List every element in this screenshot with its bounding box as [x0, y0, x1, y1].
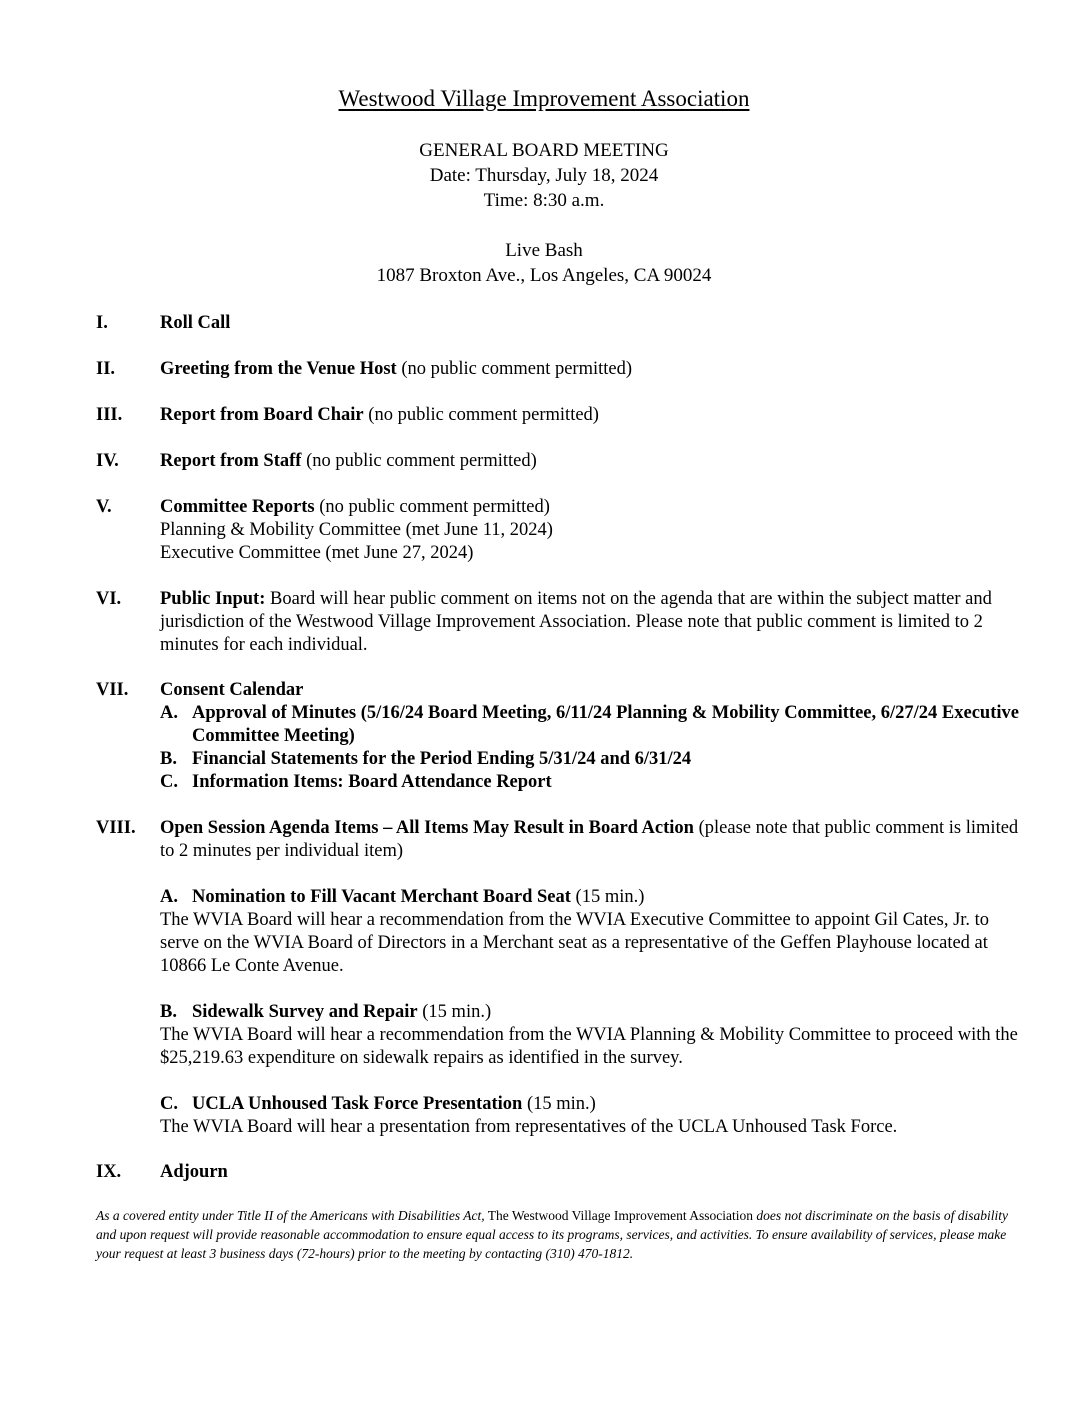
item-heading: Greeting from the Venue Host	[160, 359, 397, 379]
committee-line: Planning & Mobility Committee (met June 11, 2024)	[160, 520, 553, 540]
item-heading: Adjourn	[160, 1162, 228, 1182]
open-session-item-sidewalk: B. Sidewalk Survey and Repair (15 min.) The WVIA Board will hear a recommendation from the WVIA Planning & Mobility Committee to proceed with the $25,219.63 expenditure on sidewalk repairs as identified in the survey.	[160, 1002, 1018, 1068]
item-heading: Consent Calendar	[160, 680, 304, 700]
item-heading: Report from Board Chair	[160, 405, 364, 425]
page-title: Westwood Village Improvement Association	[338, 86, 750, 111]
committee-line: Executive Committee (met June 27, 2024)	[160, 543, 474, 563]
item-number: VII.	[96, 680, 129, 700]
item-note: (no public comment permitted)	[301, 451, 537, 471]
item-number: VI.	[96, 589, 122, 609]
item-note: (please note that public comment is limited to 2 minutes per individual item)	[160, 818, 1019, 861]
meeting-venue: Live Bash	[505, 240, 583, 261]
open-session-item-ucla: C. UCLA Unhoused Task Force Presentation (15 min.) The WVIA Board will hear a presentation from representatives of the UCLA Unhoused Task Force.	[160, 1094, 898, 1137]
item-number: II.	[96, 359, 116, 379]
meeting-date: Date: Thursday, July 18, 2024	[429, 165, 659, 186]
item-note: (no public comment permitted)	[314, 497, 550, 517]
item-number: V.	[96, 497, 112, 517]
consent-item-attendance: C. Information Items: Board Attendance Report	[160, 772, 552, 792]
meeting-address: 1087 Broxton Ave., Los Angeles, CA 90024	[376, 265, 712, 286]
consent-item-minutes: A. Approval of Minutes (5/16/24 Board Meeting, 6/11/24 Planning & Mobility Committee, 6/27/24 Executive Committee Meeting)	[160, 703, 1019, 746]
item-number: IV.	[96, 451, 119, 471]
item-number: III.	[96, 405, 123, 425]
item-heading: Public Input:	[160, 589, 266, 609]
consent-item-financials: B. Financial Statements for the Period Ending 5/31/24 and 6/31/24	[160, 749, 692, 769]
item-heading: Roll Call	[160, 313, 231, 333]
item-number: IX.	[96, 1162, 122, 1182]
open-session-item-nomination: A. Nomination to Fill Vacant Merchant Board Seat (15 min.) The WVIA Board will hear a recommendation from the WVIA Executive Committee to appoint Gil Cates, Jr. to serve on the WVIA Board of Directors in a Merchant seat as a representative of the Geffen Playhouse located at 10866 Le Conte Avenue.	[160, 887, 990, 976]
item-text: Board will hear public comment on items not on the agenda that are within the subject matter and jurisdiction of the Westwood Village Improvement Association. Please note that public comment is limited to 2 minutes for each individual.	[160, 589, 992, 655]
ada-notice: As a covered entity under Title II of the Americans with Disabilities Act, The Westwood Village Improvement Association does not discriminate on the basis of disability and upon request will provide reasonable accommodation to ensure equal access to its programs, services, and activities. To ensure availability of services, please make your request at least 3 business days (72-hours) prior to the meeting by contacting (310) 470-1812.	[96, 1208, 1009, 1261]
item-heading: Committee Reports	[160, 497, 315, 517]
item-heading: Open Session Agenda Items – All Items May Result in Board Action	[160, 818, 694, 838]
item-note: (no public comment permitted)	[363, 405, 599, 425]
item-note: (no public comment permitted)	[396, 359, 633, 379]
item-number: VIII.	[96, 818, 136, 838]
meeting-time: Time: 8:30 a.m.	[483, 190, 605, 211]
item-number: I.	[96, 313, 108, 333]
item-heading: Report from Staff	[160, 451, 302, 471]
meeting-type: GENERAL BOARD MEETING	[419, 140, 669, 161]
